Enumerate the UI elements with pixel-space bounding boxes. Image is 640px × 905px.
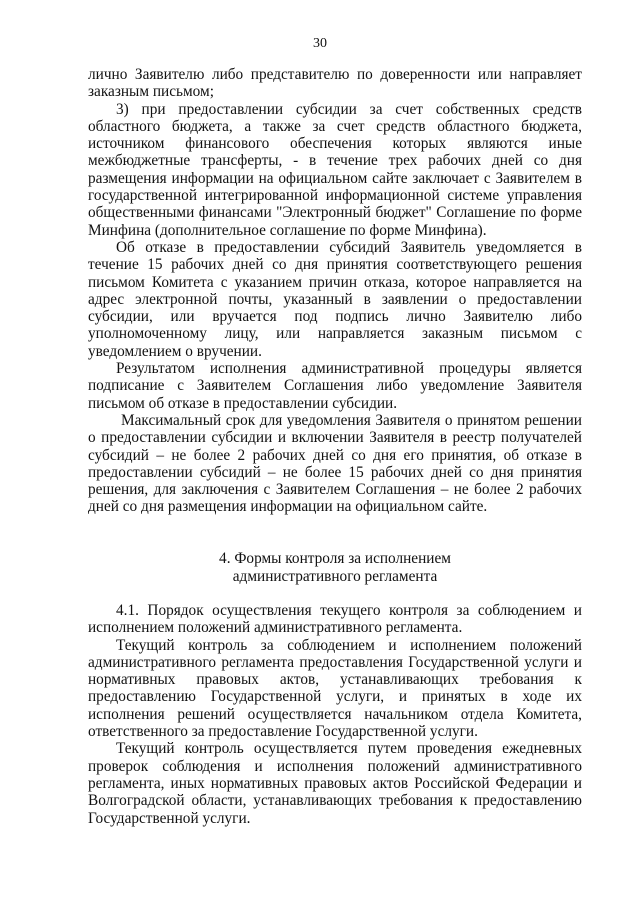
paragraph-current-control: Текущий контроль за соблюдением и исполнением положений административного регламента предоставления Государственной услуги и нормативных правовых актов, устанавливающих требования к предоставлению Государственной услуги, и принятых в ходе их исполнения решений осуществляется начальником отдела Комитета, ответственного за предоставление Государственной услуги. bbox=[88, 636, 582, 741]
paragraph-item-3: 3) при предоставлении субсидии за счет собственных средств областного бюджета, а также за счет средств областного бюджета, источником финансового обеспечения которых являются иные межбюджетные трансферты, - в течение трех рабочих дней со дня размещения информации на официальном сайте заключает с Заявителем в государственной интегрированной информационной системе управления общественными финансами "Электронный бюджет" Соглашение по форме Минфина (дополнительное соглашение по форме Минфина). bbox=[88, 100, 582, 239]
page-number: 30 bbox=[313, 36, 327, 51]
paragraph-max-term: Максимальный срок для уведомления Заявителя о принятом решении о предоставлении субсидии и включении Заявителя в реестр получателей субсидий – не более 2 рабочих дней со дня его принятия, об отказе в предоставлении субсидий – не более 15 рабочих дней со дня принятия решения, для заключения с Заявителем Соглашения – не более 2 рабочих дней со дня размещения информации на официальном сайте. bbox=[88, 411, 582, 516]
section-heading bbox=[88, 550, 582, 586]
paragraph-daily-checks: Текущий контроль осуществляется путем проведения ежедневных проверок соблюдения и исполнения положений административного регламента, иных нормативных правовых актов Российской Федерации и Волгоградской области, устанавливающих требования к предоставлению Государственной услуги. bbox=[88, 740, 582, 827]
paragraph-refusal-notice: Об отказе в предоставлении субсидий Заявитель уведомляется в течение 15 рабочих дней со дня принятия соответствующего решения письмом Комитета с указанием причин отказа, которое направляется на адрес электронной почты, указанный в заявлении о предоставлении субсидии, или вручается под подпись лично Заявителю либо уполномоченному лицу, или направляется заказным письмом с уведомлением о вручении. bbox=[88, 238, 582, 360]
section-heading-line-1: 4. Формы контроля за исполнением bbox=[219, 550, 451, 567]
section-heading-line-2: административного регламента bbox=[232, 568, 438, 585]
body-text-lower bbox=[88, 602, 582, 827]
paragraph-4-1: 4.1. Порядок осуществления текущего контроля за соблюдением и исполнением положений административного регламента. bbox=[88, 602, 582, 637]
paragraph-continuation: лично Заявителю либо представителю по доверенности или направляет заказным письмом; bbox=[88, 66, 582, 101]
body-text-upper bbox=[88, 66, 582, 516]
paragraph-result: Результатом исполнения административной процедуры является подписание с Заявителем Соглашения либо уведомление Заявителя письмом об отказе в предоставлении субсидии. bbox=[88, 360, 582, 412]
